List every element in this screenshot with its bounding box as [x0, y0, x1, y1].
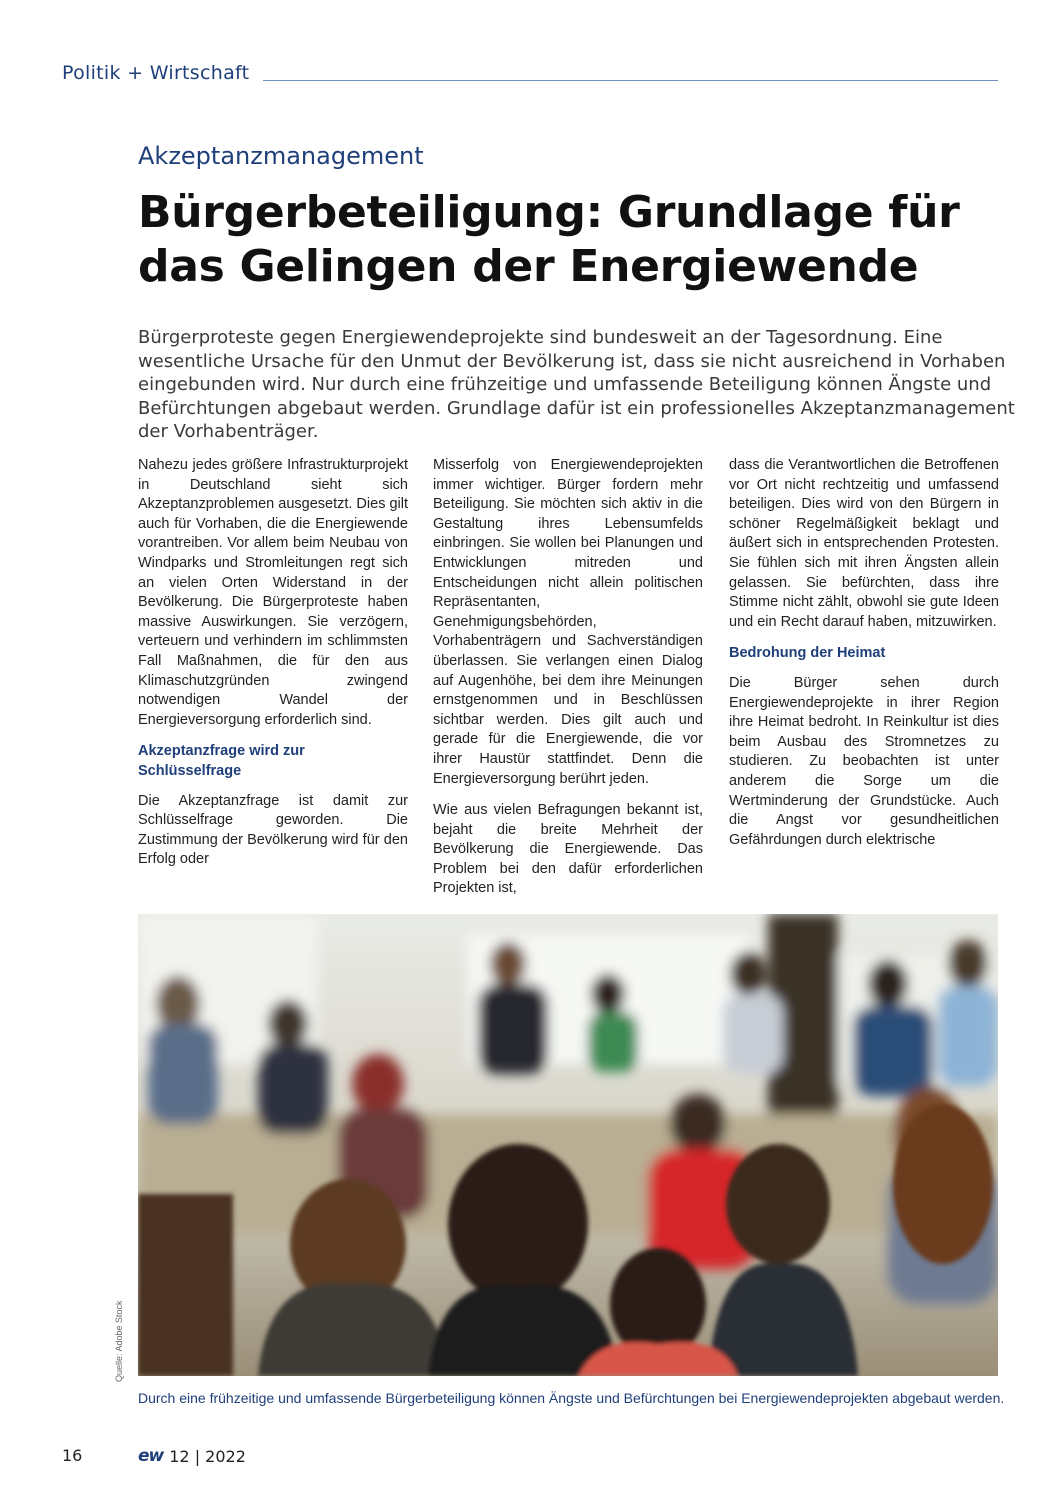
page-number: 16 [62, 1446, 83, 1465]
photo-credit: Quelle: Adobe Stock [114, 1300, 124, 1382]
issue-info [138, 1446, 246, 1466]
paragraph: Nahezu jedes größere Infrastrukturprojekt in Deutschland sieht sich Akzeptanzproblemen ausgesetzt. Dies gilt auch für Vorhaben, die die Energiewende vorantreiben. Vor allem beim Neubau von Windparks und Stromleitungen regt sich an vielen Orten Widerstand in der Bevölkerung. Die Bürgerproteste haben massive Auswirkungen. Sie verzögern, verteuern und verhindern im schlimmsten Fall Maßnahmen, die für den aus Klimaschutzgründen zwingend notwendigen Wandel der Energieversorgung erforderlich sind. [138, 457, 409, 728]
section-divider [263, 80, 998, 81]
audience-meeting-illustration [138, 914, 998, 1376]
article-kicker: Akzeptanzmanagement [138, 142, 424, 170]
photo-caption: Durch eine frühzeitige und umfassende Bürgerbeteiligung können Ängste und Befürchtungen bei Energiewendeprojekten abgebaut werden. [138, 1390, 1005, 1406]
ew-logo: ew [138, 1446, 164, 1466]
paragraph: Die Bürger sehen durch Energiewendeprojekte in ihrer Region ihre Heimat bedroht. In Reinkultur ist dies beim Ausbau des Stromnetzes zu studieren. Zu beobachten ist unter anderem die Sorge um die Wertminderung der Grundstücke. Auch die Angst vor gesundheitlichen Gefährdungen durch elektrische [729, 674, 999, 848]
text-column-1 [138, 456, 408, 882]
paragraph: Die Akzeptanzfrage ist damit zur Schlüsselfrage geworden. Die Zustimmung der Bevölkerung wird für den Erfolg oder [138, 792, 408, 868]
paragraph: Wie aus vielen Befragungen bekannt ist, bejaht die breite Mehrheit der Bevölkerung die Energiewende. Das Problem bei den dafür erforderlichen Projekten ist, [433, 802, 703, 897]
text-column-2 [433, 456, 703, 911]
text-column-3 [729, 456, 999, 862]
paragraph: dass die Verantwortlichen die Betroffenen vor Ort nicht rechtzeitig und umfassend beteiligen. Dies wird von den Bürgern in schöner Regelmäßigkeit beklagt und äußert sich in entsprechenden Protesten. Sie fühlen sich mit ihren Ängsten allein gelassen. Sie befürchten, dass ihre Stimme nicht zählt, obwohl sie gute Ideen und ein Recht darauf haben, mitzuwirken. [729, 457, 999, 630]
issue-number: 12 | 2022 [169, 1446, 246, 1466]
section-label: Politik + Wirtschaft [62, 62, 250, 84]
article-photo [138, 914, 998, 1376]
subheading: Akzeptanzfrage wird zur Schlüsselfrage [138, 743, 305, 779]
subheading: Bedrohung der Heimat [729, 645, 886, 662]
paragraph: Misserfolg von Energiewendeprojekten immer wichtiger. Bürger fordern mehr Beteiligung. Sie möchten sich aktiv in die Gestaltung ihres Lebensumfelds einbringen. Sie wollen bei Planungen und Entwicklungen mitreden und Entscheidungen nicht allein politischen Repräsentanten, Genehmigungsbehörden, Vorhabenträgern und Sachverständigen überlassen. Sie verlangen einen Dialog auf Augenhöhe, bei dem ihre Meinungen ernstgenommen und in Beschlüssen sichtbar werden. Dies gilt auch und gerade für die Energiewende, die vor ihrer Haustür stattfindet. Denn die Energieversorgung berührt jeden. [433, 457, 703, 787]
article-title: Bürgerbeteiligung: Grundlage für das Gelingen der Energiewende [138, 187, 960, 292]
article-lead: Bürgerproteste gegen Energiewendeprojekte sind bundesweit an der Tagesordnung. Eine wesentliche Ursache für den Unmut der Bevölkerung ist, dass sie nicht ausreichend in Vorhaben eingebunden wird. Nur durch eine frühzeitige und umfassende Beteiligung können Ängste und Befürchtungen abgebaut werden. Grundlage dafür ist ein professionelles Akzeptanzmanagement der Vorhabenträger. [138, 327, 1015, 442]
